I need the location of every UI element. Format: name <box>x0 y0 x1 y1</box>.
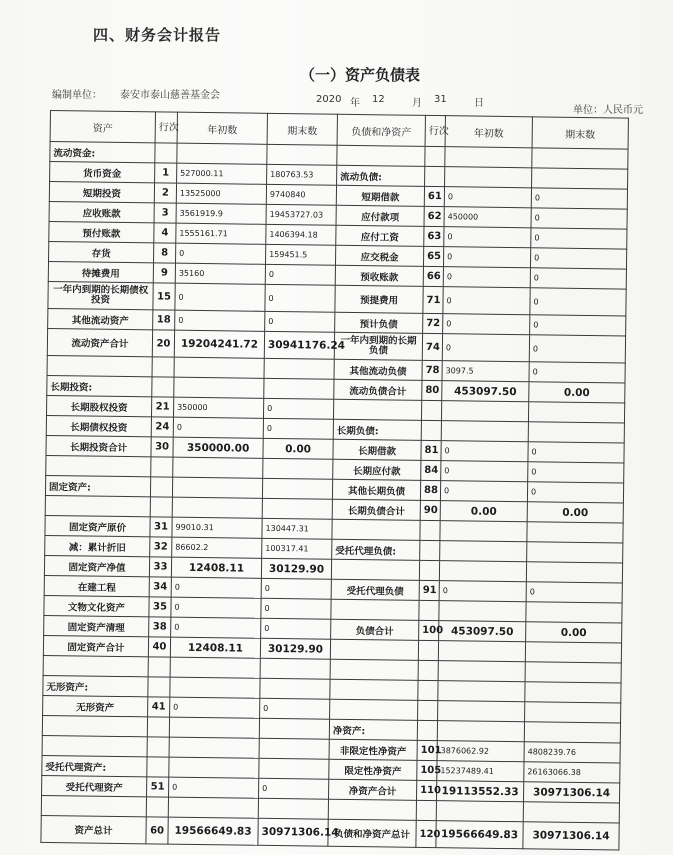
asset-ending-value: 0 <box>263 398 333 419</box>
liability-ending-value: 0 <box>526 582 622 603</box>
asset-blank-cell <box>172 497 262 518</box>
header-ending-balance: 期末数 <box>267 113 337 145</box>
asset-ending-value: 0 <box>265 311 335 332</box>
liability-ending-value: 0 <box>529 335 625 363</box>
asset-line-no <box>147 757 169 777</box>
asset-ending-value: 19453727.03 <box>266 204 336 225</box>
liability-line-no: 63 <box>424 226 444 246</box>
liability-line-no: 74 <box>422 333 442 360</box>
asset-blank-cell <box>169 737 259 758</box>
asset-item-label: 应收账款 <box>49 201 154 222</box>
asset-beginning-value: 0 <box>171 597 261 618</box>
liability-blank-cell <box>527 522 623 543</box>
asset-item-label: 固定资产清理 <box>44 615 149 636</box>
liability-ending-value: 30971306.14 <box>523 782 619 803</box>
liability-blank-cell <box>425 146 445 166</box>
liability-blank-cell <box>525 682 621 703</box>
asset-line-no: 1 <box>155 163 177 183</box>
section-heading: 四、财务会计报告 <box>93 26 222 44</box>
asset-item-label: 存货 <box>49 241 154 262</box>
liability-beginning-value: 453097.50 <box>442 381 529 402</box>
month-char: 月 <box>412 98 422 109</box>
asset-ending-value: 0 <box>260 698 330 719</box>
liability-section-label: 受托代理负债: <box>332 539 420 560</box>
asset-item-label: 固定资产合计 <box>43 635 148 656</box>
asset-ending-value: 159451.5 <box>265 244 335 265</box>
asset-blank-cell <box>150 497 172 517</box>
asset-line-no: 38 <box>149 617 171 637</box>
asset-line-no <box>152 377 174 397</box>
header-asset: 资产 <box>50 111 155 143</box>
liability-line-no: 65 <box>423 246 443 266</box>
liability-ending-value: 0 <box>530 315 626 336</box>
liability-ending-value: 0 <box>528 462 624 483</box>
liability-blank-cell <box>337 145 425 166</box>
liability-section-label: 流动负债: <box>337 165 425 186</box>
asset-line-no: 31 <box>150 517 172 537</box>
balance-sheet-body <box>41 142 628 851</box>
asset-ending-value: 30129.90 <box>261 558 331 579</box>
asset-blank-cell <box>264 358 334 379</box>
liability-item-label: 净资产合计 <box>329 779 417 800</box>
liability-section-label: 净资产: <box>329 719 417 740</box>
liability-blank-cell <box>331 559 419 580</box>
liability-line-no: 84 <box>421 460 441 480</box>
asset-ending-value: 130447.31 <box>262 518 332 539</box>
asset-line-no: 15 <box>153 283 175 310</box>
asset-ending-value: 0 <box>263 418 333 439</box>
asset-item-label: 其他流动资产 <box>48 308 153 329</box>
asset-blank-cell <box>42 715 147 736</box>
header-beginning-balance-right: 年初数 <box>445 116 532 148</box>
liability-line-no: 90 <box>420 500 440 520</box>
liability-blank-cell <box>418 640 438 660</box>
liability-blank-cell <box>438 681 525 702</box>
asset-section-label: 长期投资: <box>47 375 152 396</box>
asset-blank-cell <box>46 455 151 476</box>
liability-blank-cell <box>441 401 528 422</box>
asset-section-label: 流动资金: <box>50 142 155 163</box>
liability-blank-cell <box>526 602 622 623</box>
liability-ending-value: 0 <box>531 188 627 209</box>
asset-blank-cell <box>259 738 329 759</box>
asset-ending-value: 0.00 <box>263 438 333 459</box>
liability-blank-cell <box>331 599 419 620</box>
liability-blank-cell <box>445 147 532 168</box>
liability-blank-cell <box>439 561 526 582</box>
liability-ending-value: 30971306.14 <box>523 822 619 850</box>
report-day: 31 <box>434 94 447 105</box>
asset-blank-cell <box>174 357 264 378</box>
liability-ending-value <box>528 422 624 443</box>
day-char: 日 <box>474 98 484 109</box>
asset-line-no: 4 <box>154 223 176 243</box>
asset-item-label: 无形资产 <box>43 695 148 716</box>
liability-blank-cell <box>525 662 621 683</box>
liability-ending-value: 0 <box>530 268 626 289</box>
asset-beginning-value: 0 <box>171 617 261 638</box>
liability-line-no: 101 <box>417 740 437 760</box>
asset-blank-cell <box>45 495 150 516</box>
asset-section-label: 受托代理资产: <box>42 755 147 776</box>
liability-blank-cell <box>330 679 418 700</box>
liability-ending-value: 0 <box>527 482 623 503</box>
asset-beginning-value: 86602.2 <box>172 537 262 558</box>
asset-line-no: 35 <box>149 597 171 617</box>
liability-beginning-value <box>441 421 528 442</box>
asset-line-no <box>155 143 177 163</box>
asset-line-no: 30 <box>151 437 173 457</box>
asset-item-label: 长期债权投资 <box>46 415 151 436</box>
asset-section-label: 无形资产: <box>43 675 148 696</box>
asset-blank-cell <box>151 457 173 477</box>
liability-blank-cell <box>440 521 527 542</box>
asset-blank-cell <box>41 795 146 816</box>
liability-beginning-value: 0 <box>444 227 531 248</box>
liability-item-label: 应付款项 <box>336 205 424 226</box>
asset-blank-cell <box>42 735 147 756</box>
asset-blank-cell <box>260 658 330 679</box>
asset-beginning-value: 19566649.83 <box>168 817 258 845</box>
asset-line-no: 60 <box>146 817 168 844</box>
asset-ending-value: 0 <box>265 264 335 285</box>
asset-item-label: 固定资产净值 <box>44 555 149 576</box>
liability-blank-cell <box>330 699 418 720</box>
liability-beginning-value: 453097.50 <box>439 621 526 642</box>
liability-line-no: 71 <box>423 286 443 313</box>
asset-line-no: 41 <box>148 697 170 717</box>
liability-beginning-value: 3876062.92 <box>437 741 524 762</box>
liability-item-label: 负债合计 <box>331 619 419 640</box>
liability-item-label: 应交税金 <box>335 245 423 266</box>
asset-blank-cell <box>147 737 169 757</box>
liability-ending-value: 4808239.76 <box>524 742 620 763</box>
asset-blank-cell <box>148 657 170 677</box>
year-char: 年 <box>350 98 360 109</box>
liability-line-no: 78 <box>422 360 442 380</box>
liability-beginning-value: 0.00 <box>440 501 527 522</box>
balance-sheet-table <box>40 110 629 851</box>
asset-blank-cell <box>146 797 168 817</box>
liability-blank-cell <box>438 661 525 682</box>
asset-beginning-value: 350000 <box>173 397 263 418</box>
liability-beginning-value: 15237489.41 <box>437 761 524 782</box>
asset-item-label: 预付账款 <box>49 221 154 242</box>
liability-beginning-value <box>445 167 532 188</box>
asset-item-label: 减：累计折旧 <box>45 535 150 556</box>
liability-line-no: 61 <box>424 186 444 206</box>
asset-beginning-value: 3561919.9 <box>176 203 266 224</box>
report-date <box>316 94 484 109</box>
liability-blank-cell <box>438 701 525 722</box>
asset-beginning-value <box>169 757 259 778</box>
liability-line-no: 105 <box>417 760 437 780</box>
asset-line-no: 2 <box>154 183 176 203</box>
liability-blank-cell <box>418 700 438 720</box>
liability-ending-value: 0.00 <box>529 382 625 403</box>
asset-blank-cell <box>147 717 169 737</box>
liability-line-no: 88 <box>420 480 440 500</box>
asset-ending-value: 9740840 <box>266 184 336 205</box>
asset-item-label: 一年内到期的长期债权投资 <box>48 281 153 309</box>
liability-item-label: 其他长期负债 <box>332 479 420 500</box>
liability-ending-value <box>527 542 623 563</box>
liability-ending-value: 0 <box>531 228 627 249</box>
asset-ending-value: 180763.53 <box>267 164 337 185</box>
asset-line-no: 9 <box>153 263 175 283</box>
liability-beginning-value: 0 <box>442 334 529 362</box>
liability-beginning-value: 0 <box>444 187 531 208</box>
header-line-no-right: 行次 <box>425 115 445 146</box>
asset-beginning-value: 35160 <box>175 263 265 284</box>
asset-beginning-value: 0 <box>169 777 259 798</box>
asset-beginning-value: 0 <box>175 283 265 311</box>
asset-beginning-value: 13525000 <box>176 183 266 204</box>
liability-ending-value <box>532 168 628 189</box>
asset-blank-cell <box>168 797 258 818</box>
asset-beginning-value <box>174 377 264 398</box>
liability-item-label: 预计负债 <box>335 312 423 333</box>
asset-line-no <box>148 677 170 697</box>
liability-beginning-value <box>437 721 524 742</box>
liability-line-no <box>417 720 437 740</box>
liability-line-no <box>425 166 445 186</box>
asset-line-no: 40 <box>148 637 170 657</box>
asset-section-label: 固定资产: <box>45 475 150 496</box>
liability-ending-value: 0.00 <box>526 622 622 643</box>
asset-item-label: 固定资产原价 <box>45 515 150 536</box>
asset-beginning-value: 0 <box>173 417 263 438</box>
asset-ending-value <box>259 758 329 779</box>
asset-beginning-value: 0 <box>175 310 265 331</box>
liability-blank-cell <box>419 600 439 620</box>
liability-blank-cell <box>525 642 621 663</box>
asset-line-no: 18 <box>153 310 175 330</box>
report-year: 2020 <box>316 94 342 105</box>
asset-item-label: 长期投资合计 <box>46 435 151 456</box>
asset-blank-cell <box>258 798 328 819</box>
liability-beginning-value: 3097.5 <box>442 361 529 382</box>
liability-beginning-value: 0 <box>440 481 527 502</box>
asset-ending-value <box>262 478 332 499</box>
liability-ending-value: 0 <box>530 248 626 269</box>
asset-beginning-value: 12408.11 <box>171 557 261 578</box>
liability-blank-cell <box>525 702 621 723</box>
liability-section-label: 长期负债: <box>333 419 421 440</box>
liability-line-no: 110 <box>416 780 436 800</box>
asset-blank-cell <box>152 357 174 377</box>
liability-beginning-value: 0 <box>443 267 530 288</box>
liability-blank-cell <box>333 399 421 420</box>
liability-beginning-value: 19113552.33 <box>436 781 523 802</box>
liability-beginning-value: 0 <box>441 461 528 482</box>
liability-ending-value: 0.00 <box>527 502 623 523</box>
liability-blank-cell <box>420 520 440 540</box>
asset-beginning-value: 12408.11 <box>170 637 260 658</box>
liability-ending-value: 0 <box>528 442 624 463</box>
liability-blank-cell <box>438 641 525 662</box>
liability-blank-cell <box>419 560 439 580</box>
asset-ending-value: 100317.41 <box>262 538 332 559</box>
liability-beginning-value: 0 <box>443 287 530 315</box>
asset-blank-cell <box>173 457 263 478</box>
liability-line-no: 66 <box>423 266 443 286</box>
liability-ending-value: 26163066.38 <box>524 762 620 783</box>
asset-beginning-value <box>172 477 262 498</box>
asset-item-label: 货币资金 <box>50 162 155 183</box>
header-liabilities-net-assets: 负债和净资产 <box>337 114 425 146</box>
asset-ending-value: 0 <box>259 778 329 799</box>
asset-line-no: 33 <box>149 557 171 577</box>
balance-sheet <box>41 110 628 843</box>
asset-item-label: 文物文化资产 <box>44 595 149 616</box>
asset-blank-cell <box>170 657 260 678</box>
liability-ending-value: 0 <box>529 362 625 383</box>
liability-item-label: 负债和净资产总计 <box>328 819 416 847</box>
asset-blank-cell <box>43 655 148 676</box>
liability-line-no: 91 <box>419 580 439 600</box>
asset-ending-value: 0 <box>265 284 335 312</box>
asset-beginning-value: 0 <box>171 577 261 598</box>
asset-item-label: 资产总计 <box>41 815 146 843</box>
asset-ending-value: 0 <box>261 618 331 639</box>
asset-beginning-value <box>177 143 267 164</box>
liability-item-label: 长期负债合计 <box>332 499 420 520</box>
asset-line-no: 34 <box>149 577 171 597</box>
asset-ending-value <box>264 378 334 399</box>
liability-item-label: 流动负债合计 <box>334 379 422 400</box>
asset-blank-cell <box>47 355 152 376</box>
liability-blank-cell <box>332 519 420 540</box>
liability-item-label: 应付工资 <box>336 225 424 246</box>
asset-item-label: 受托代理资产 <box>42 775 147 796</box>
liability-blank-cell <box>436 801 523 822</box>
asset-beginning-value <box>170 677 260 698</box>
liability-line-no: 62 <box>424 206 444 226</box>
asset-line-no: 21 <box>151 397 173 417</box>
liability-line-no <box>421 420 441 440</box>
liability-item-label: 预收账款 <box>335 265 423 286</box>
liability-blank-cell <box>328 799 416 820</box>
liability-beginning-value: 19566649.83 <box>436 821 523 849</box>
liability-line-no: 100 <box>419 620 439 640</box>
asset-line-no: 20 <box>152 330 174 357</box>
liability-item-label: 长期应付款 <box>333 459 421 480</box>
liability-ending-value: 0 <box>530 288 626 316</box>
liability-blank-cell <box>330 639 418 660</box>
currency-unit: 单位：人民币元 <box>573 105 643 116</box>
asset-blank-cell <box>259 718 329 739</box>
asset-beginning-value: 19204241.72 <box>174 330 264 358</box>
liability-item-label: 预提费用 <box>335 285 423 313</box>
liability-beginning-value: 0 <box>443 247 530 268</box>
asset-item-label: 在建工程 <box>44 575 149 596</box>
liability-line-no: 120 <box>416 820 436 847</box>
liability-item-label: 短期借款 <box>336 185 424 206</box>
asset-ending-value <box>267 144 337 165</box>
liability-blank-cell <box>523 802 619 823</box>
asset-item-label: 待摊费用 <box>48 261 153 282</box>
asset-line-no: 24 <box>151 417 173 437</box>
asset-blank-cell <box>262 498 332 519</box>
asset-beginning-value: 0 <box>170 697 260 718</box>
liability-item-label: 受托代理负债 <box>331 579 419 600</box>
asset-blank-cell <box>169 717 259 738</box>
liability-blank-cell <box>416 800 436 820</box>
report-month: 12 <box>372 94 385 105</box>
liability-item-label: 限定性净资产 <box>329 759 417 780</box>
liability-blank-cell <box>418 660 438 680</box>
asset-ending-value: 0 <box>261 578 331 599</box>
liability-blank-cell <box>439 601 526 622</box>
asset-line-no <box>150 477 172 497</box>
liability-line-no: 80 <box>422 380 442 400</box>
liability-blank-cell <box>532 148 628 169</box>
asset-beginning-value: 99010.31 <box>172 517 262 538</box>
liability-item-label: 长期借款 <box>333 439 421 460</box>
liability-beginning-value <box>440 541 527 562</box>
header-ending-balance-right: 期末数 <box>532 117 628 149</box>
asset-item-label: 长期股权投资 <box>47 395 152 416</box>
asset-beginning-value: 350000.00 <box>173 437 263 458</box>
liability-blank-cell <box>418 680 438 700</box>
liability-beginning-value: 0 <box>439 581 526 602</box>
asset-beginning-value: 0 <box>176 243 266 264</box>
liability-beginning-value: 450000 <box>444 207 531 228</box>
asset-ending-value <box>260 678 330 699</box>
asset-ending-value: 1406394.18 <box>266 224 336 245</box>
liability-blank-cell <box>421 400 441 420</box>
asset-line-no: 51 <box>147 777 169 797</box>
asset-beginning-value: 527000.11 <box>177 163 267 184</box>
reporting-unit-name: 泰安市泰山慈善基金会 <box>120 90 220 101</box>
header-beginning-balance: 年初数 <box>177 112 267 144</box>
liability-blank-cell <box>528 402 624 423</box>
liability-item-label: 非限定性净资产 <box>329 739 417 760</box>
table-title: （一）资产负债表 <box>300 66 421 84</box>
asset-line-no: 8 <box>154 243 176 263</box>
asset-blank-cell <box>263 458 333 479</box>
asset-item-label: 短期投资 <box>49 182 154 203</box>
liability-item-label: 一年内到期的长期负债 <box>334 332 422 360</box>
asset-line-no: 3 <box>154 203 176 223</box>
asset-ending-value: 30941176.24 <box>264 331 334 359</box>
liability-beginning-value: 0 <box>443 314 530 335</box>
asset-item-label: 流动资产合计 <box>47 328 152 356</box>
header-line-no: 行次 <box>155 112 177 143</box>
asset-ending-value: 30129.90 <box>260 638 330 659</box>
liability-ending-value: 0 <box>531 208 627 229</box>
asset-ending-value: 30971306.14 <box>258 818 328 846</box>
liability-blank-cell <box>330 659 418 680</box>
asset-line-no: 32 <box>150 537 172 557</box>
reporting-unit-label: 编制单位： <box>52 90 102 101</box>
asset-ending-value: 0 <box>261 598 331 619</box>
liability-ending-value <box>524 722 620 743</box>
asset-beginning-value: 1555161.71 <box>176 223 266 244</box>
liability-item-label: 其他流动负债 <box>334 359 422 380</box>
liability-blank-cell <box>526 562 622 583</box>
liability-line-no <box>420 540 440 560</box>
liability-line-no: 81 <box>421 440 441 460</box>
liability-line-no: 72 <box>423 313 443 333</box>
liability-beginning-value: 0 <box>441 441 528 462</box>
